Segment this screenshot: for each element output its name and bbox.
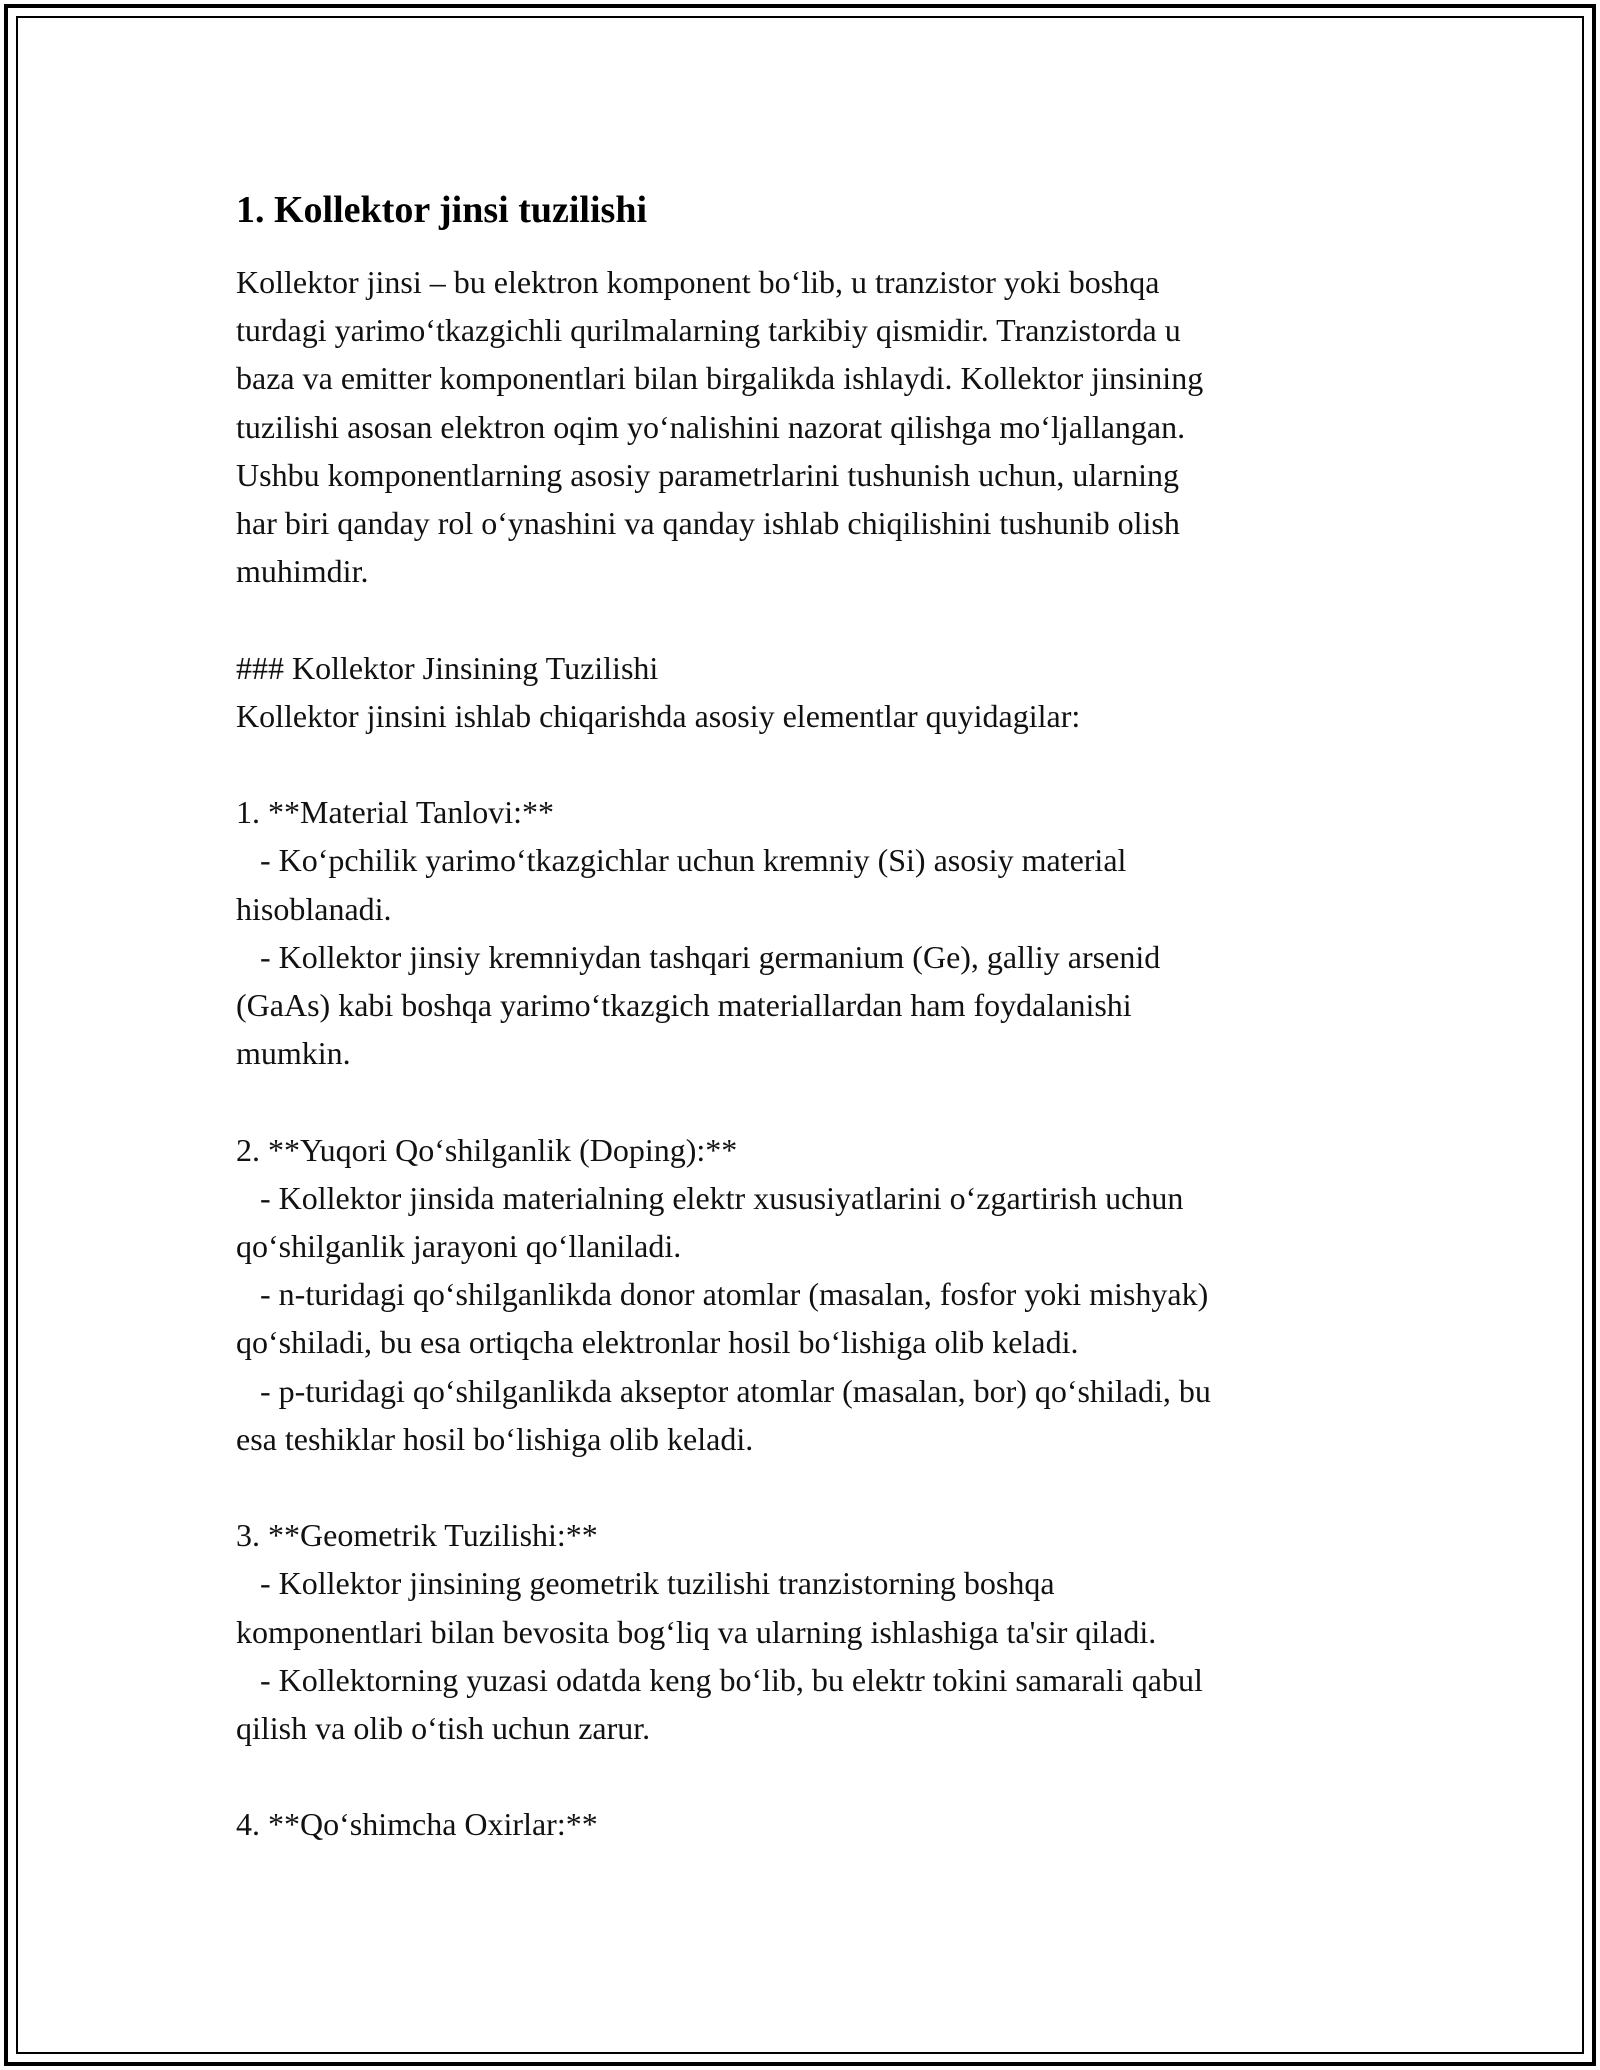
text-line: Kollektor jinsini ishlab chiqarishda asosiy elementlar quyidagilar:: [236, 697, 1081, 734]
text-line: - Ko‘pchilik yarimo‘tkazgichlar uchun kremniy (Si) asosiy material: [236, 842, 1127, 879]
text-line: mumkin.: [236, 1035, 351, 1072]
text-line: ### Kollektor Jinsining Tuzilishi: [236, 649, 659, 686]
document-body: [236, 186, 1366, 1849]
blank-line: [236, 1752, 1366, 1800]
text-line: komponentlari bilan bevosita bog‘liq va ularning ishlashiga ta'sir qiladi.: [236, 1613, 1157, 1650]
text-line: esa teshiklar hosil bo‘lishiga olib keladi.: [236, 1420, 754, 1457]
text-line: 4. **Qo‘shimcha Oxirlar:**: [236, 1806, 598, 1843]
text-line: Kollektor jinsi – bu elektron komponent bo‘lib, u tranzistor yoki boshqa: [236, 264, 1160, 300]
text-line: baza va emitter komponentlari bilan birgalikda ishlaydi. Kollektor jinsining: [236, 360, 1204, 397]
text-line: - Kollektor jinsiy kremniydan tashqari germanium (Ge), galliy arsenid: [236, 938, 1161, 975]
text-line: 3. **Geometrik Tuzilishi:**: [236, 1517, 598, 1554]
text-line: 2. **Yuqori Qo‘shilganlik (Doping):**: [236, 1131, 738, 1168]
blank-line: [236, 1077, 1366, 1125]
text-line: har biri qanday rol o‘ynashini va qanday ishlab chiqilishini tushunib olish: [236, 505, 1180, 542]
text-line: - Kollektorning yuzasi odatda keng bo‘lib, bu elektr tokini samarali qabul: [236, 1661, 1203, 1698]
text-line: tuzilishi asosan elektron oqim yo‘nalishini nazorat qilishga mo‘ljallangan.: [236, 408, 1186, 445]
document-title: 1. Kollektor jinsi tuzilishi: [236, 189, 648, 231]
text-line: qo‘shilganlik jarayoni qo‘llaniladi.: [236, 1228, 682, 1265]
blank-line: [236, 740, 1366, 788]
text-line: muhimdir.: [236, 553, 369, 590]
text-line: - p-turidagi qo‘shilganlikda akseptor atomlar (masalan, bor) qo‘shiladi, bu: [236, 1372, 1211, 1409]
text-line: qilish va olib o‘tish uchun zarur.: [236, 1710, 651, 1747]
text-line: - n-turidagi qo‘shilganlikda donor atomlar (masalan, fosfor yoki mishyak): [236, 1276, 1209, 1313]
text-line: 1. **Material Tanlovi:**: [236, 794, 554, 831]
text-line: hisoblanadi.: [236, 890, 392, 927]
text-line: qo‘shiladi, bu esa ortiqcha elektronlar hosil bo‘lishiga olib keladi.: [236, 1324, 1079, 1361]
text-line: (GaAs) kabi boshqa yarimo‘tkazgich materiallardan ham foydalanishi: [236, 987, 1132, 1024]
text-line: turdagi yarimo‘tkazgichli qurilmalarning tarkibiy qismidir. Tranzistorda u: [236, 312, 1181, 349]
blank-line: [236, 1463, 1366, 1511]
text-line: - Kollektor jinsida materialning elektr xususiyatlarini o‘zgartirish uchun: [236, 1179, 1184, 1216]
text-line: - Kollektor jinsining geometrik tuzilishi tranzistorning boshqa: [236, 1565, 1055, 1602]
blank-line: [236, 595, 1366, 643]
document-text: [236, 258, 1366, 1849]
text-line: Ushbu komponentlarning asosiy parametrlarini tushunish uchun, ularning: [236, 456, 1179, 493]
